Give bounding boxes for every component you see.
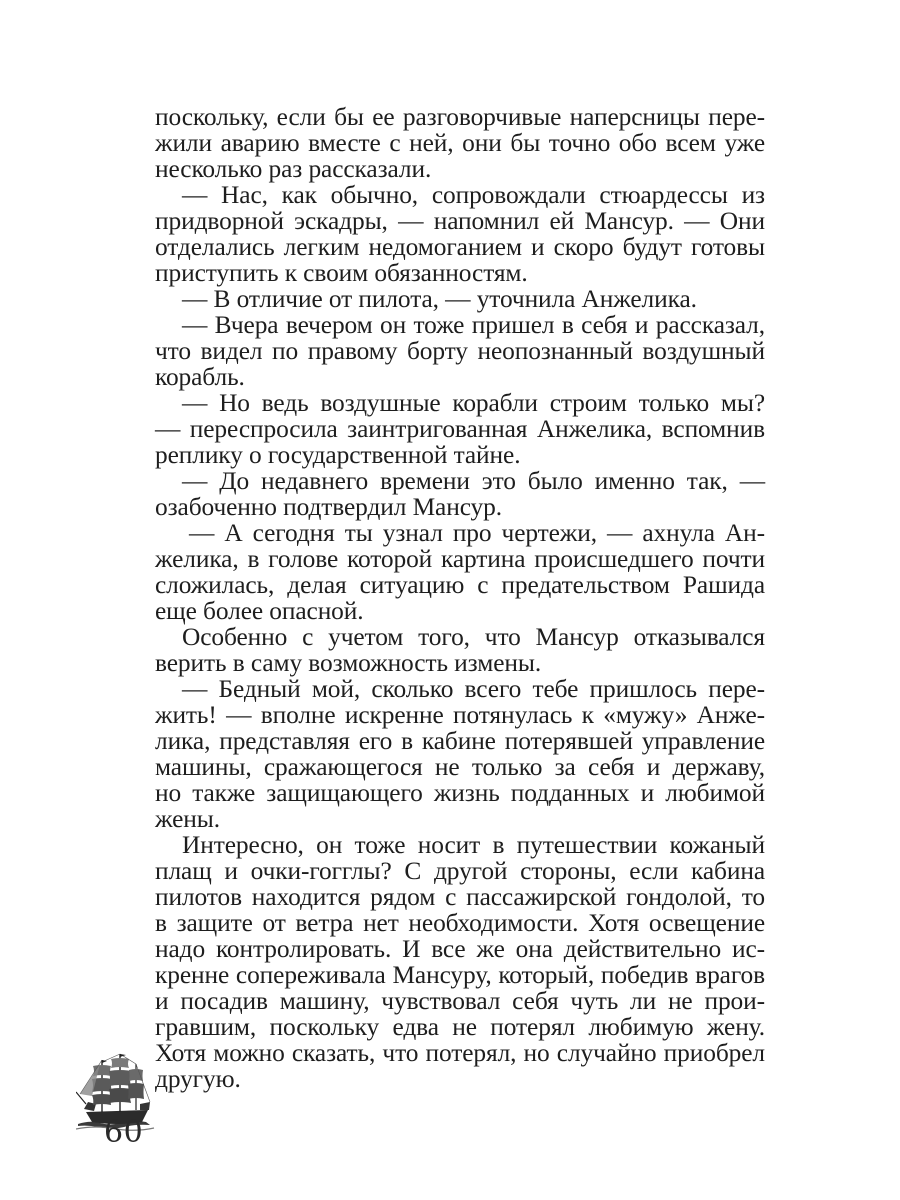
text-line: что видел по правому борту неопознанный воздушный (155, 337, 765, 365)
paragraph-3 (155, 286, 765, 312)
text-line: плащ и очки-гогглы? С другой стороны, если кабина (155, 857, 765, 885)
text-line: желика, в голове которой картина происшедшего почти (155, 545, 765, 573)
text-line: Хотя можно сказать, что потерял, но случайно приобрел (155, 1039, 765, 1067)
text-line: — Вчера вечером он тоже пришел в себя и рассказал, (182, 311, 765, 339)
text-line: отделались легким недомоганием и скоро будут готовы (155, 233, 765, 261)
text-line: жить! — вполне искренне потянулась к «мужу» Анже- (155, 701, 765, 729)
text-line: — А сегодня ты узнал про чертежи, — ахнула Ан- (189, 519, 765, 547)
text-line: корабль. (155, 363, 245, 391)
text-line: — Нас, как обычно, сопровождали стюардессы из (182, 181, 765, 209)
text-line: пилотов находится рядом с пассажирской гондолой, то (155, 883, 765, 911)
text-line: машины, сражающегося не только за себя и державу, (155, 753, 765, 781)
paragraph-7 (155, 520, 765, 624)
text-line: еще более опасной. (155, 597, 364, 625)
paragraph-4 (155, 312, 765, 390)
text-line: в защите от ветра нет необходимости. Хотя освещение (155, 909, 765, 937)
text-line: сложилась, делая ситуацию с предательством Рашида (155, 571, 765, 599)
text-line: озабоченно подтвердил Мансур. (155, 493, 502, 521)
text-line: несколько раз рассказали. (155, 155, 432, 183)
body-text (155, 104, 765, 1092)
text-line: реплику о государственной тайне. (155, 441, 521, 469)
text-line: но также защищающего жизнь подданных и любимой (155, 779, 765, 807)
text-line: приступить к своим обязанностям. (155, 259, 528, 287)
text-line: и посадив машину, чувствовал себя чуть ли не прои- (155, 987, 765, 1015)
text-line: другую. (155, 1065, 241, 1093)
text-line: — Бедный мой, сколько всего тебе пришлось пере- (182, 675, 765, 703)
paragraph-9 (155, 676, 765, 832)
page-number: 60 (104, 1115, 144, 1150)
text-line: — До недавнего времени это было именно так, — (182, 467, 765, 495)
text-line: верить в саму возможность измены. (155, 649, 542, 677)
text-line: придворной эскадры, — напомнил ей Мансур. — Они (155, 207, 765, 235)
text-line: — Но ведь воздушные корабли строим только мы? (182, 389, 765, 417)
paragraph-10 (155, 832, 765, 1092)
paragraph-2 (155, 182, 765, 286)
text-line: Интересно, он тоже носит в путешествии кожаный (182, 831, 765, 859)
text-line: поскольку, если бы ее разговорчивые наперсницы пере- (155, 103, 765, 131)
paragraph-1 (155, 104, 765, 182)
paragraph-6 (155, 468, 765, 520)
text-line: жены. (155, 805, 220, 833)
text-line: гравшим, поскольку едва не потерял любимую жену. (155, 1013, 765, 1041)
paragraph-5 (155, 390, 765, 468)
text-line: — переспросила заинтригованная Анжелика, вспомнив (155, 415, 765, 443)
text-line: лика, представляя его в кабине потерявшей управление (155, 727, 765, 755)
text-line: надо контролировать. И все же она действительно ис- (155, 935, 765, 963)
text-line: жили аварию вместе с ней, они бы точно обо всем уже (155, 129, 765, 157)
text-line: — В отличие от пилота, — уточнила Анжелика. (182, 285, 697, 313)
text-line: Особенно с учетом того, что Мансур отказывался (182, 623, 765, 651)
paragraph-8 (155, 624, 765, 676)
text-line: кренне сопереживала Мансуру, который, победив врагов (155, 961, 765, 989)
